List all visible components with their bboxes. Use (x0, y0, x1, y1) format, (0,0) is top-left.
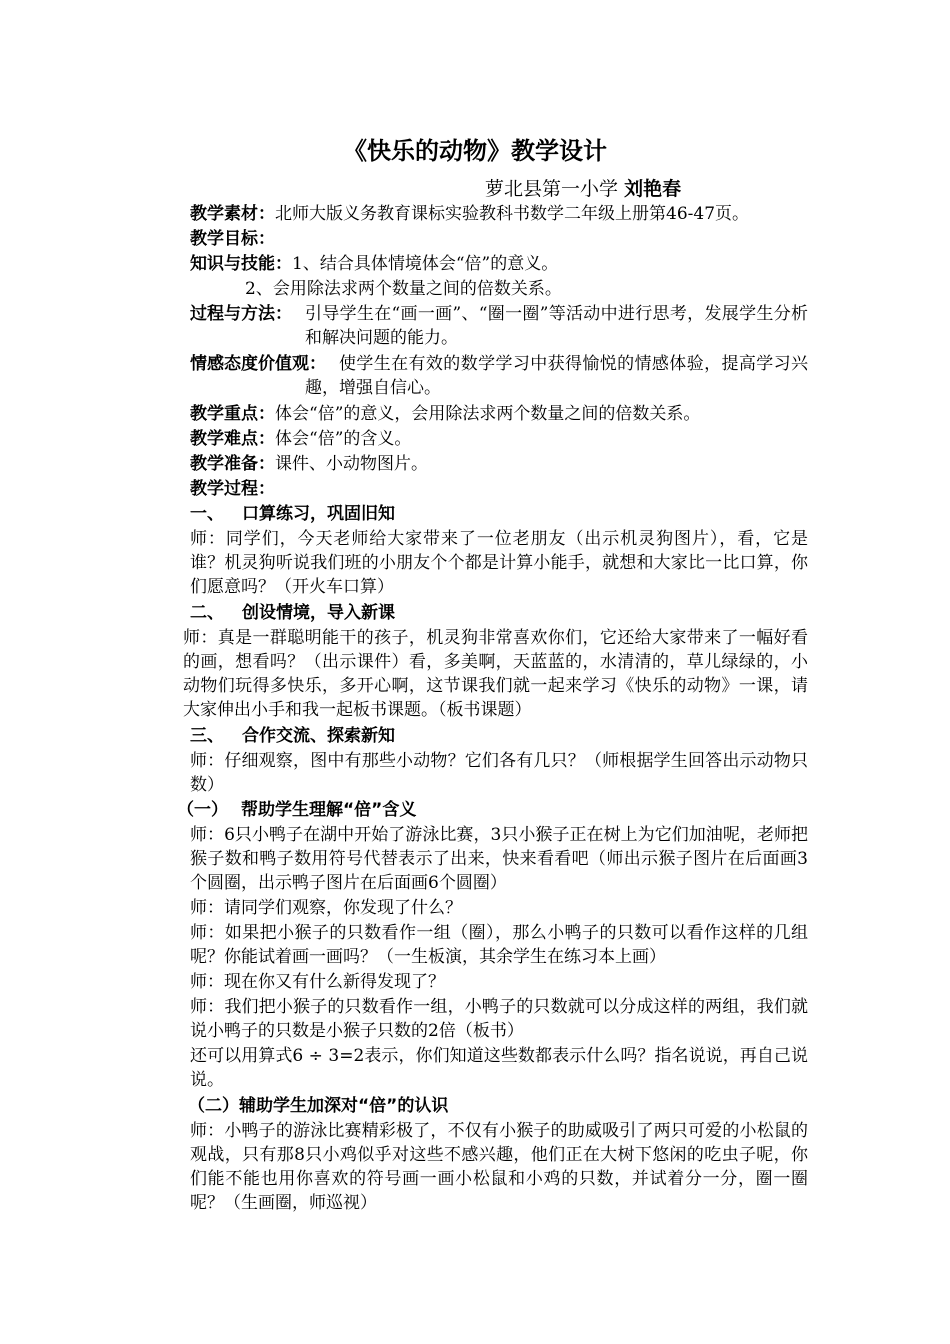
section-3-number: 三、 (190, 726, 224, 746)
difficulty-text: 体会“倍”的含义。 (275, 429, 412, 449)
author-name: 刘艳春 (624, 178, 682, 200)
difficulty-label: 教学难点： (190, 429, 275, 449)
material-line (190, 202, 749, 226)
prep-label: 教学准备： (190, 454, 275, 474)
section-2-paragraph: 师：真是一群聪明能干的孩子，机灵狗非常喜欢你们，它还给大家带来了一幅好看的画，想看吗？（出示课件）看，多美啊，天蓝蓝的，水清清的，草儿绿绿的，小动物们玩得多快乐，多开心啊，这节课我们就一起来学习《快乐的动物》一课，请大家伸出小手和我一起板书课题。（板书课题） (183, 628, 808, 720)
material-label: 教学素材： (190, 204, 275, 224)
knowledge-item-1: 1、结合具体情境体会“倍”的意义。 (292, 254, 559, 274)
section-1-title: 口算练习，巩固旧知 (242, 504, 395, 524)
author-school: 萝北县第一小学 (485, 178, 619, 200)
knowledge-line-2 (245, 277, 562, 301)
key-line (190, 402, 700, 426)
knowledge-item-2: 2、会用除法求两个数量之间的倍数关系。 (245, 279, 562, 299)
section-3-heading (190, 724, 395, 748)
emotion-block (190, 352, 808, 400)
section-3-title: 合作交流、探索新知 (242, 726, 395, 746)
subsection-1-paragraph-2: 师：请同学们观察，你发现了什么？ (190, 898, 462, 918)
process-text: 引导学生在“画一画”、“圈一圈”等活动中进行思考，发展学生分析和解决问题的能力。 (305, 304, 808, 348)
process-steps-label: 教学过程： (190, 479, 275, 499)
knowledge-label: 知识与技能： (190, 254, 292, 274)
emotion-text: 使学生在有效的数学学习中获得愉悦的情感体验，提高学习兴趣，增强自信心。 (305, 354, 808, 398)
process-label: 过程与方法： (190, 304, 292, 324)
process-block (190, 302, 808, 350)
subsection-2-heading: （二）辅助学生加深对“倍”的认识 (188, 1096, 449, 1116)
key-label: 教学重点： (190, 404, 275, 424)
subsection-1-paragraph-3: 师：如果把小猴子的只数看作一组（圈），那么小鸭子的只数可以看作这样的几组呢？你能试着画一画吗？（一生板演，其余学生在练习本上画） (190, 923, 808, 967)
author-line (485, 176, 681, 202)
subsection-1-heading (177, 798, 416, 822)
subsection-1-paragraph-4: 师：现在你又有什么新得发现了？ (190, 972, 445, 992)
section-1-number: 一、 (190, 504, 224, 524)
section-2-title: 创设情境，导入新课 (242, 603, 395, 623)
section-1-paragraph: 师：同学们，今天老师给大家带来了一位老朋友（出示机灵狗图片），看，它是谁？机灵狗听说我们班的小朋友个个都是计算小能手，就想和大家比一比口算，你们愿意吗？（开火车口算） (190, 529, 808, 597)
process-steps-line (190, 477, 275, 501)
emotion-label: 情感态度价值观： (190, 354, 326, 374)
section-2-number: 二、 (190, 603, 224, 623)
subsection-2-paragraph-1: 师：小鸭子的游泳比赛精彩极了，不仅有小猴子的助威吸引了两只可爱的小松鼠的观战，只有那8只小鸡似乎对这些不感兴趣，他们正在大树下悠闲的吃虫子呢，你们能不能也用你喜欢的符号画一画小松鼠和小鸡的只数，并试着分一分，圈一圈呢？（生画圈，师巡视） (190, 1121, 808, 1213)
knowledge-line (190, 252, 558, 276)
subsection-1-paragraph-5: 师：我们把小猴子的只数看作一组，小鸭子的只数就可以分成这样的两组，我们就说小鸭子的只数是小猴子只数的2倍（板书） (190, 997, 808, 1041)
section-2-heading (190, 601, 395, 625)
prep-text: 课件、小动物图片。 (275, 454, 428, 474)
key-text: 体会“倍”的意义，会用除法求两个数量之间的倍数关系。 (275, 404, 701, 424)
goals-line (190, 227, 275, 251)
prep-line (190, 452, 428, 476)
section-1-heading (190, 502, 395, 526)
goals-label: 教学目标： (190, 229, 275, 249)
document-title: 《快乐的动物》教学设计 (343, 137, 607, 165)
material-text: 北师大版义务教育课标实验教科书数学二年级上册第46-47页。 (275, 204, 750, 224)
subsection-1-number: （一） (177, 800, 228, 820)
subsection-1-title: 帮助学生理解“倍”含义 (241, 800, 417, 820)
difficulty-line (190, 427, 411, 451)
section-3-paragraph: 师：仔细观察，图中有那些小动物？它们各有几只？（师根据学生回答出示动物只数） (190, 751, 808, 795)
subsection-1-paragraph-1: 师：6只小鸭子在湖中开始了游泳比赛，3只小猴子正在树上为它们加油呢，老师把猴子数和鸭子数用符号代替表示了出来，快来看看吧（师出示猴子图片在后面画3个圆圈，出示鸭子图片在后面画6个圆圈） (190, 825, 808, 893)
subsection-1-paragraph-6: 还可以用算式6 ÷ 3=2表示，你们知道这些数都表示什么吗？指名说说，再自己说说。 (190, 1046, 808, 1090)
